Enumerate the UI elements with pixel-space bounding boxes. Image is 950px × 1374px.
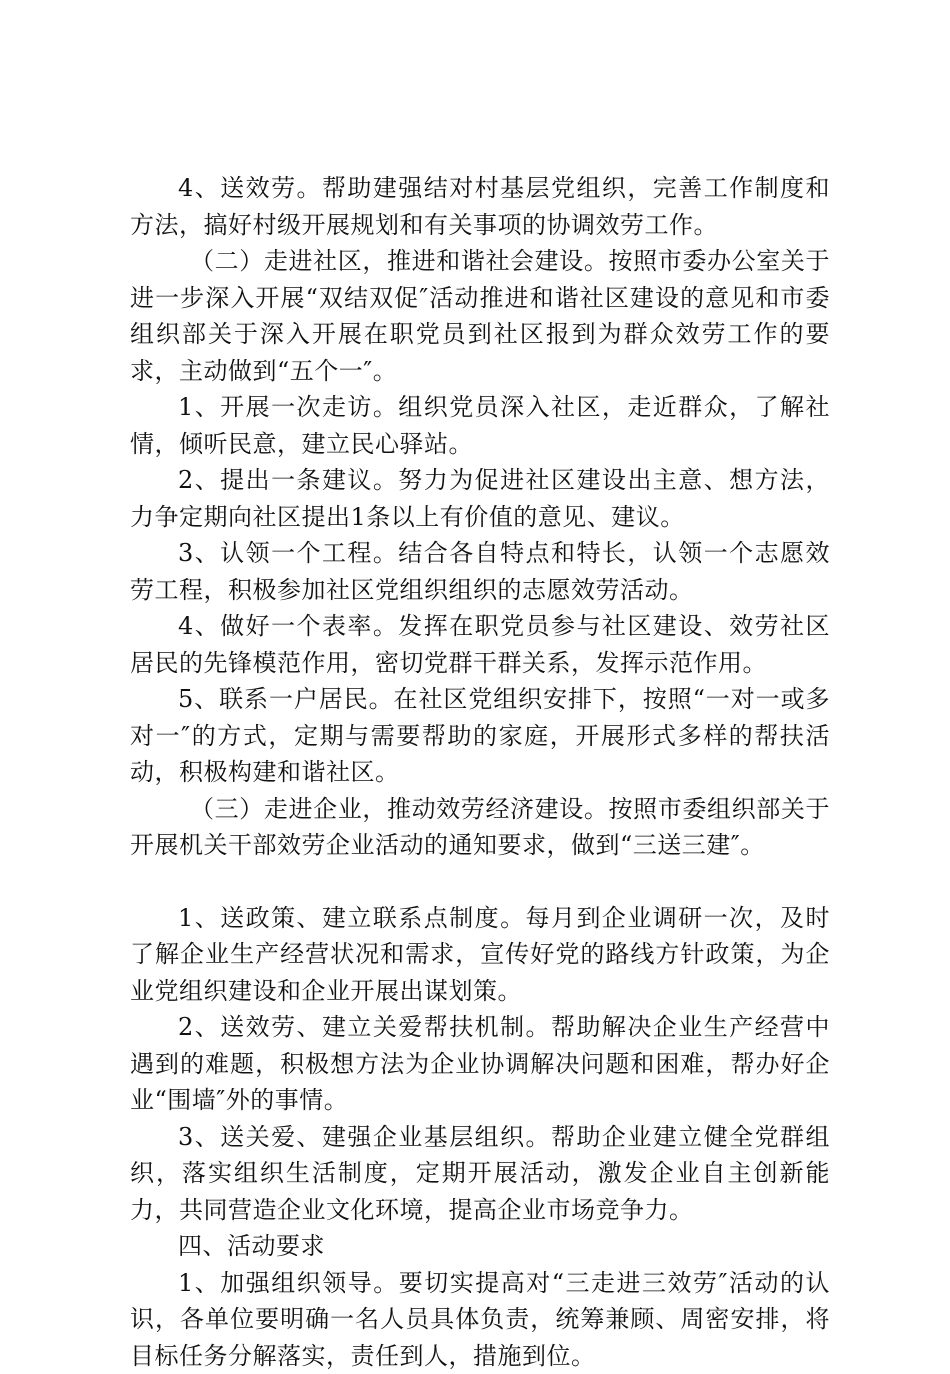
paragraph-suggestion: 2、提出一条建议。努力为促进社区建设出主意、想方法，力争定期向社区提出1条以上有价值的意见、建议。 [130, 462, 830, 535]
paragraph-assistance: 2、送效劳、建立关爱帮扶机制。帮助解决企业生产经营中遇到的难题，积极想方法为企业协调解决问题和困难，帮办好企业“围墙″外的事情。 [130, 1009, 830, 1119]
section-heading-enterprise: （三）走进企业，推动效劳经济建设。按照市委组织部关于开展机关干部效劳企业活动的通知要求，做到“三送三建″。 [130, 791, 830, 864]
document-body [130, 170, 830, 1374]
paragraph-gap [130, 864, 830, 900]
paragraph-project: 3、认领一个工程。结合各自特点和特长，认领一个志愿效劳工程，积极参加社区党组织组织的志愿效劳活动。 [130, 535, 830, 608]
section-heading-requirements: 四、活动要求 [130, 1228, 830, 1265]
paragraph-care: 3、送关爱、建强企业基层组织。帮助企业建立健全党群组织，落实组织生活制度，定期开展活动，激发企业自主创新能力，共同营造企业文化环境，提高企业市场竞争力。 [130, 1119, 830, 1229]
section-heading-community: （二）走进社区，推进和谐社会建设。按照市委办公室关于进一步深入开展“双结双促″活动推进和谐社区建设的意见和市委组织部关于深入开展在职党员到社区报到为群众效劳工作的要求，主动做到“五个一″。 [130, 243, 830, 389]
paragraph-leadership: 1、加强组织领导。要切实提高对“三走进三效劳″活动的认识，各单位要明确一名人员具体负责，统筹兼顾、周密安排，将目标任务分解落实，责任到人，措施到位。 [130, 1265, 830, 1374]
paragraph-service-village: 4、送效劳。帮助建强结对村基层党组织，完善工作制度和方法，搞好村级开展规划和有关事项的协调效劳工作。 [130, 170, 830, 243]
paragraph-visit: 1、开展一次走访。组织党员深入社区，走近群众，了解社情，倾听民意，建立民心驿站。 [130, 389, 830, 462]
paragraph-resident: 5、联系一户居民。在社区党组织安排下，按照“一对一或多对一″的方式，定期与需要帮助的家庭，开展形式多样的帮扶活动，积极构建和谐社区。 [130, 681, 830, 791]
paragraph-example: 4、做好一个表率。发挥在职党员参与社区建设、效劳社区居民的先锋模范作用，密切党群干群关系，发挥示范作用。 [130, 608, 830, 681]
paragraph-policy: 1、送政策、建立联系点制度。每月到企业调研一次，及时了解企业生产经营状况和需求，宣传好党的路线方针政策，为企业党组织建设和企业开展出谋划策。 [130, 900, 830, 1010]
